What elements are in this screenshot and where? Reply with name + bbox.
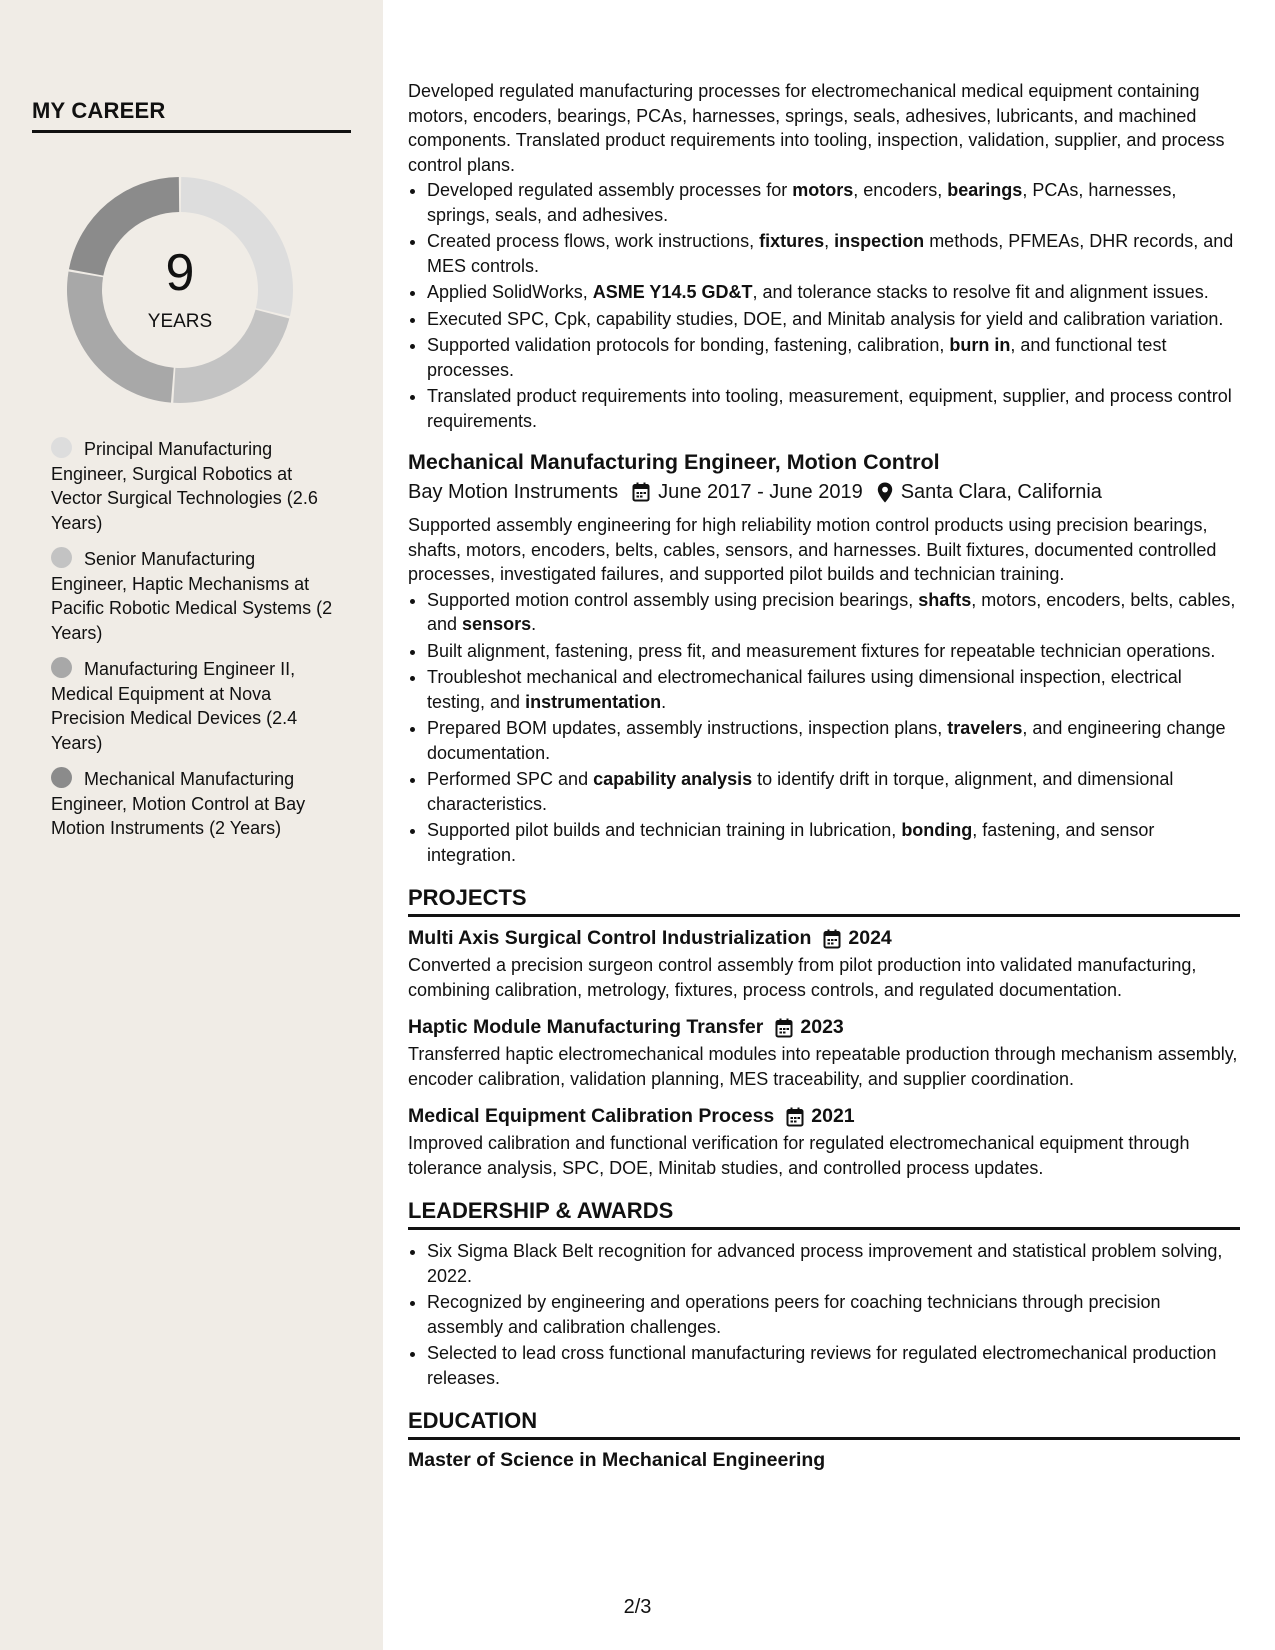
legend-label: Mechanical Manufacturing Engineer, Motion Control at Bay Motion Instruments (2 Years) — [51, 769, 306, 838]
project-year: 2023 — [800, 1016, 844, 1038]
leadership-item: • Six Sigma Black Belt recognition for advanced process improvement and statistical problem solving, 2022. — [427, 1239, 1240, 1288]
job-bullet: • Troubleshot mechanical and electromechanical failures using dimensional inspection, electrical testing, and instrumentation. — [427, 665, 1240, 714]
projects-heading: PROJECTS — [408, 885, 1240, 917]
calendar-icon — [823, 929, 841, 949]
job-meta — [408, 478, 1240, 506]
page-number: 2/3 — [623, 1596, 652, 1618]
job-bullet: • Supported validation protocols for bonding, fastening, calibration, burn in, and functional test processes. — [427, 333, 1240, 382]
main-content — [408, 79, 1240, 1472]
project-heading — [408, 1016, 1240, 1039]
leadership-item: • Recognized by engineering and operations peers for coaching technicians through precision assembly and calibration challenges. — [427, 1290, 1240, 1339]
legend-dot — [51, 437, 72, 458]
job-dates: June 2017 - June 2019 — [658, 481, 863, 503]
project-description: Converted a precision surgeon control assembly from pilot production into validated manufacturing, combining calibration, metrology, fixtures, process controls, and regulated documentation. — [408, 955, 1197, 1000]
career-heading: MY CAREER — [32, 98, 166, 123]
job-summary: Developed regulated manufacturing processes for electromechanical medical equipment containing motors, encoders, bearings, PCAs, harnesses, springs, seals, adhesives, lubricants, and machined components. Translated product requirements into tooling, inspection, validation, supplier, and process control plans. — [408, 81, 1225, 175]
job-title: Mechanical Manufacturing Engineer, Motion Control — [408, 450, 940, 474]
legend-label: Senior Manufacturing Engineer, Haptic Mechanisms at Pacific Robotic Medical Systems (2 Years) — [51, 549, 333, 643]
job-bullet: • Applied SolidWorks, ASME Y14.5 GD&T, and tolerance stacks to resolve fit and alignment issues. — [427, 280, 1240, 305]
job-company: Bay Motion Instruments — [408, 481, 619, 503]
project-description: Transferred haptic electromechanical modules into repeatable production through mechanism assembly, encoder calibration, validation planning, MES traceability, and supplier coordination. — [408, 1044, 1238, 1089]
calendar-icon — [786, 1107, 804, 1127]
legend-dot — [51, 547, 72, 568]
donut-years-unit: YEARS — [147, 311, 213, 332]
project-name: Medical Equipment Calibration Process — [408, 1105, 775, 1127]
legend-label: Manufacturing Engineer II, Medical Equipment at Nova Precision Medical Devices (2.4 Years) — [51, 659, 298, 753]
legend-dot — [51, 767, 72, 788]
career-legend — [51, 437, 336, 853]
job-bullet: • Developed regulated assembly processes for motors, encoders, bearings, PCAs, harnesses, springs, seals, and adhesives. — [427, 178, 1240, 227]
legend-item — [51, 657, 336, 755]
calendar-icon — [632, 482, 650, 502]
education-degree: Master of Science in Mechanical Engineering — [408, 1449, 826, 1471]
job-bullets — [408, 178, 1240, 433]
calendar-icon — [775, 1018, 793, 1038]
legend-dot — [51, 657, 72, 678]
project-heading — [408, 1105, 1240, 1128]
project-description: Improved calibration and functional verification for regulated electromechanical equipment through tolerance analysis, SPC, DOE, Minitab studies, and controlled process updates. — [408, 1133, 1190, 1178]
job-bullets — [408, 588, 1240, 868]
job-bullet: • Supported pilot builds and technician training in lubrication, bonding, fastening, and sensor integration. — [427, 818, 1240, 867]
career-donut-chart — [55, 165, 305, 415]
job-bullet: • Prepared BOM updates, assembly instructions, inspection plans, travelers, and engineering change documentation. — [427, 716, 1240, 765]
education-heading: EDUCATION — [408, 1408, 1240, 1440]
job-bullet: • Supported motion control assembly using precision bearings, shafts, motors, encoders, belts, cables, and sensors. — [427, 588, 1240, 637]
career-heading-rule — [32, 130, 351, 133]
project-year: 2024 — [848, 927, 892, 949]
job-bullet: • Built alignment, fastening, press fit, and measurement fixtures for repeatable technician operations. — [427, 639, 1240, 664]
leadership-heading: LEADERSHIP & AWARDS — [408, 1198, 1240, 1230]
job-location: Santa Clara, California — [900, 481, 1102, 503]
location-pin-icon — [877, 482, 893, 503]
job-summary: Supported assembly engineering for high reliability motion control products using precision bearings, shafts, motors, encoders, belts, cables, sensors, and harnesses. Built fixtures, documented controlled processes, investigated failures, and supported pilot builds and technician training. — [408, 515, 1217, 584]
job-bullet: • Performed SPC and capability analysis to identify drift in torque, alignment, and dimensional characteristics. — [427, 767, 1240, 816]
project-name: Haptic Module Manufacturing Transfer — [408, 1016, 764, 1038]
job-bullet: • Translated product requirements into tooling, measurement, equipment, supplier, and process control requirements. — [427, 384, 1240, 433]
project-name: Multi Axis Surgical Control Industrialization — [408, 927, 812, 949]
leadership-list — [408, 1239, 1240, 1390]
legend-item — [51, 437, 336, 535]
project-heading — [408, 927, 1240, 950]
leadership-item: • Selected to lead cross functional manufacturing reviews for regulated electromechanical production releases. — [427, 1341, 1240, 1390]
legend-item — [51, 547, 336, 645]
job-bullet: • Created process flows, work instructions, fixtures, inspection methods, PFMEAs, DHR records, and MES controls. — [427, 229, 1240, 278]
sidebar — [0, 0, 383, 1650]
job-bullet: • Executed SPC, Cpk, capability studies, DOE, and Minitab analysis for yield and calibration variation. — [427, 307, 1240, 332]
legend-item — [51, 767, 336, 841]
donut-years-value: 9 — [165, 244, 195, 302]
project-year: 2021 — [811, 1105, 855, 1127]
legend-label: Principal Manufacturing Engineer, Surgical Robotics at Vector Surgical Technologies (2.6 Years) — [51, 439, 318, 533]
